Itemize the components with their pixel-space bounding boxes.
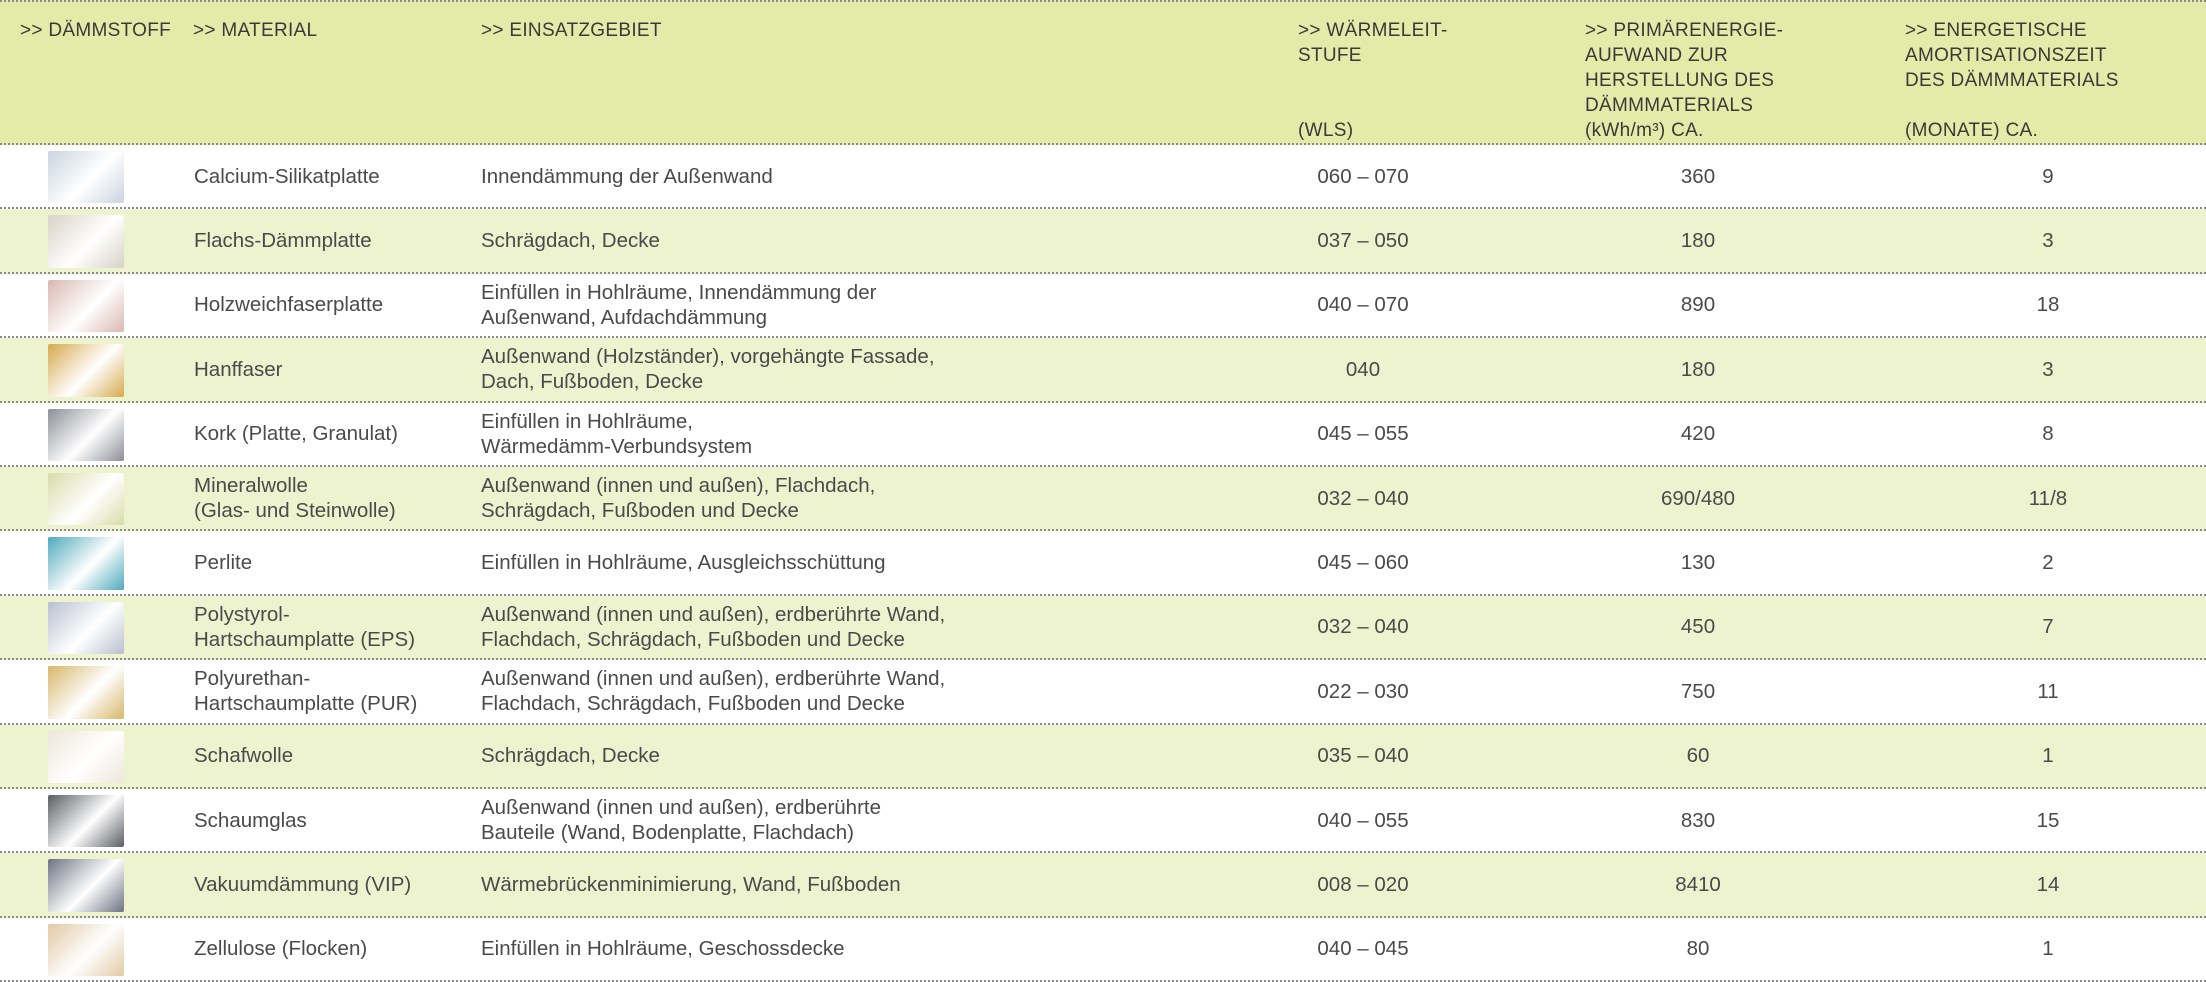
amortisation-value: 11 xyxy=(2037,679,2059,703)
primaerenergie-value: 80 xyxy=(1686,937,1710,961)
waermeleitstufe-value: 040 – 055 xyxy=(1317,808,1409,832)
material-name: Kork (Platte, Granulat) xyxy=(194,422,398,446)
material-name: Polystyrol- Hartschaumplatte (EPS) xyxy=(194,602,416,651)
material-name: Flachs-Dämmplatte xyxy=(194,229,372,253)
einsatzgebiet-text: Einfüllen in Hohlräume, Innendämmung der Außenwand, Aufdachdämmung xyxy=(481,280,877,329)
primaerenergie-value: 60 xyxy=(1686,744,1710,768)
table-row xyxy=(0,531,2206,595)
waermeleitstufe-value: 032 – 040 xyxy=(1317,615,1409,639)
material-thumbnail xyxy=(48,666,124,718)
primaerenergie-value: 130 xyxy=(1680,551,1716,575)
einsatzgebiet-text: Außenwand (innen und außen), Flachdach, Schrägdach, Fußboden und Decke xyxy=(481,474,876,523)
material-name: Calcium-Silikatplatte xyxy=(194,164,380,188)
table-row xyxy=(0,338,2206,402)
material-name: Holzweichfaserplatte xyxy=(194,293,384,317)
material-thumbnail xyxy=(48,280,124,332)
table-header xyxy=(0,0,2206,145)
amortisation-value: 3 xyxy=(2042,229,2054,253)
amortisation-value: 7 xyxy=(2042,615,2054,639)
amortisation-value: 2 xyxy=(2042,551,2054,575)
waermeleitstufe-value: 035 – 040 xyxy=(1317,744,1409,768)
header-daemmstoff: >> DÄMMSTOFF xyxy=(20,20,172,41)
material-name: Schaumglas xyxy=(194,808,307,832)
waermeleitstufe-value: 022 – 030 xyxy=(1317,679,1409,703)
table-row xyxy=(0,274,2206,338)
waermeleitstufe-value: 037 – 050 xyxy=(1317,229,1409,253)
primaerenergie-value: 420 xyxy=(1680,422,1716,446)
material-thumbnail xyxy=(48,215,124,267)
material-name: Mineralwolle (Glas- und Steinwolle) xyxy=(194,474,396,523)
material-thumbnail xyxy=(48,731,124,783)
waermeleitstufe-value: 060 – 070 xyxy=(1317,164,1409,188)
waermeleitstufe-value: 008 – 020 xyxy=(1317,873,1409,897)
primaerenergie-value: 360 xyxy=(1680,164,1716,188)
table-row xyxy=(0,596,2206,660)
amortisation-value: 1 xyxy=(2042,744,2054,768)
waermeleitstufe-value: 040 – 045 xyxy=(1317,937,1409,961)
material-name: Zellulose (Flocken) xyxy=(194,937,368,961)
header-primaerenergie: >> PRIMÄRENERGIE- AUFWAND ZUR HERSTELLUNG DES DÄMMMATERIALS (kWh/m³) CA. xyxy=(1585,20,1784,141)
material-name: Vakuumdämmung (VIP) xyxy=(194,873,412,897)
einsatzgebiet-text: Schrägdach, Decke xyxy=(481,229,660,253)
amortisation-value: 18 xyxy=(2036,293,2060,317)
material-name: Perlite xyxy=(194,551,253,575)
header-waermeleitstufe: >> WÄRMELEIT- STUFE (WLS) xyxy=(1298,20,1448,141)
material-thumbnail xyxy=(48,795,124,847)
einsatzgebiet-text: Einfüllen in Hohlräume, Ausgleichsschüttung xyxy=(481,551,886,575)
amortisation-value: 8 xyxy=(2042,422,2054,446)
table-row xyxy=(0,209,2206,273)
table-row xyxy=(0,918,2206,982)
header-material: >> MATERIAL xyxy=(193,20,318,41)
amortisation-value: 11/8 xyxy=(2028,486,2068,510)
primaerenergie-value: 830 xyxy=(1680,808,1716,832)
primaerenergie-value: 690/480 xyxy=(1660,486,1736,510)
primaerenergie-value: 8410 xyxy=(1675,873,1721,897)
header-amortisation: >> ENERGETISCHE AMORTISATIONSZEIT DES DÄMMMATERIALS (MONATE) CA. xyxy=(1905,20,2119,141)
material-thumbnail xyxy=(48,602,124,654)
table-row xyxy=(0,145,2206,209)
material-thumbnail xyxy=(48,473,124,525)
einsatzgebiet-text: Wärmebrückenminimierung, Wand, Fußboden xyxy=(481,873,901,897)
table-row xyxy=(0,660,2206,724)
material-thumbnail xyxy=(48,344,124,396)
einsatzgebiet-text: Einfüllen in Hohlräume, Geschossdecke xyxy=(481,937,845,961)
material-thumbnail xyxy=(48,151,124,203)
primaerenergie-value: 750 xyxy=(1680,679,1716,703)
einsatzgebiet-text: Außenwand (innen und außen), erdberührte Bauteile (Wand, Bodenplatte, Flachdach) xyxy=(481,796,882,845)
table-row xyxy=(0,403,2206,467)
waermeleitstufe-value: 032 – 040 xyxy=(1317,486,1409,510)
waermeleitstufe-value: 045 – 060 xyxy=(1317,551,1409,575)
primaerenergie-value: 890 xyxy=(1680,293,1716,317)
waermeleitstufe-value: 045 – 055 xyxy=(1317,422,1409,446)
einsatzgebiet-text: Innendämmung der Außenwand xyxy=(481,164,773,188)
einsatzgebiet-text: Schrägdach, Decke xyxy=(481,744,660,768)
table-row xyxy=(0,467,2206,531)
einsatzgebiet-text: Einfüllen in Hohlräume, Wärmedämm-Verbundsystem xyxy=(481,409,753,458)
primaerenergie-value: 450 xyxy=(1680,615,1716,639)
material-thumbnail xyxy=(48,409,124,461)
table-row xyxy=(0,725,2206,789)
material-name: Polyurethan- Hartschaumplatte (PUR) xyxy=(194,667,418,716)
material-name: Schafwolle xyxy=(194,744,294,768)
einsatzgebiet-text: Außenwand (innen und außen), erdberührte Wand, Flachdach, Schrägdach, Fußboden und Decke xyxy=(481,667,946,716)
amortisation-value: 9 xyxy=(2042,164,2054,188)
header-einsatzgebiet: >> EINSATZGEBIET xyxy=(481,20,662,41)
amortisation-value: 1 xyxy=(2042,937,2054,961)
primaerenergie-value: 180 xyxy=(1680,229,1716,253)
material-thumbnail xyxy=(48,859,124,911)
einsatzgebiet-text: Außenwand (innen und außen), erdberührte Wand, Flachdach, Schrägdach, Fußboden und Decke xyxy=(481,602,946,651)
material-name: Hanffaser xyxy=(194,357,283,381)
material-thumbnail xyxy=(48,537,124,589)
einsatzgebiet-text: Außenwand (Holzständer), vorgehängte Fassade, Dach, Fußboden, Decke xyxy=(481,345,935,394)
amortisation-value: 14 xyxy=(2036,873,2060,897)
table-row xyxy=(0,853,2206,917)
amortisation-value: 15 xyxy=(2036,808,2060,832)
waermeleitstufe-value: 040 – 070 xyxy=(1317,293,1409,317)
waermeleitstufe-value: 040 xyxy=(1345,357,1381,381)
amortisation-value: 3 xyxy=(2042,357,2054,381)
primaerenergie-value: 180 xyxy=(1680,357,1716,381)
material-thumbnail xyxy=(48,924,124,976)
table-row xyxy=(0,789,2206,853)
